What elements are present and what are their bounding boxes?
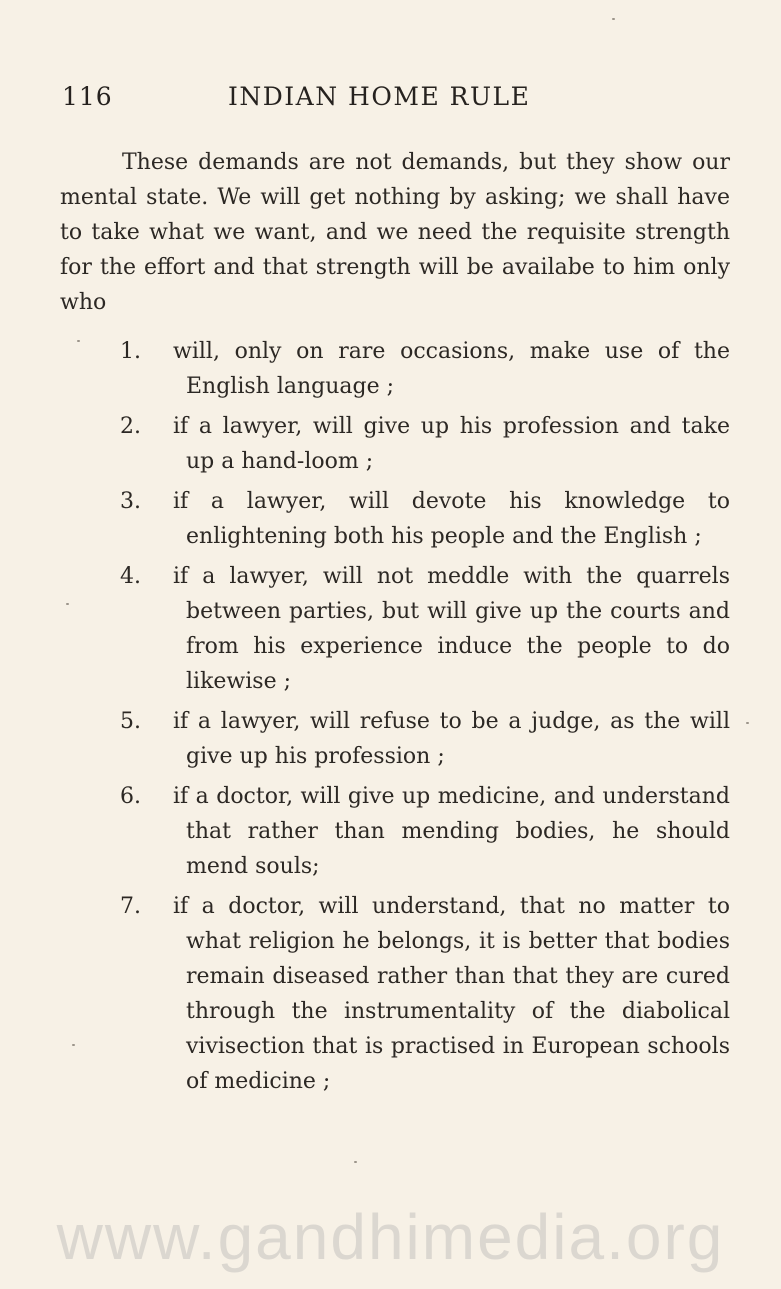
- list-item: [60, 889, 730, 1099]
- item-text: if a doctor, will understand, that no matter to what religion he belongs, it is better that bodies remain diseased rather than that they are cured through the instrumentality of the diabolical vivisection that is practised in European schools of medicine ;: [173, 894, 730, 1094]
- page-header: [62, 82, 732, 122]
- list-item: [60, 779, 730, 884]
- list-item: [60, 704, 730, 774]
- list-item: [60, 334, 730, 404]
- conditions-list: [60, 334, 730, 1104]
- running-title: INDIAN HOME RULE: [228, 82, 531, 111]
- item-number: 1.: [120, 339, 141, 364]
- item-number: 3.: [120, 489, 141, 514]
- scan-speck: [746, 722, 749, 724]
- item-text: if a lawyer, will not meddle with the quarrels between parties, but will give up the courts and from his experience induce the people to do likewise ;: [173, 564, 730, 694]
- item-text: if a lawyer, will devote his knowledge to enlightening both his people and the English ;: [173, 489, 730, 549]
- scan-speck: [72, 1044, 75, 1046]
- item-text: if a doctor, will give up medicine, and understand that rather than mending bodies, he should mend souls;: [173, 784, 730, 879]
- item-text: will, only on rare occasions, make use of the English language ;: [173, 339, 730, 399]
- item-number: 6.: [120, 784, 141, 809]
- scan-speck: [66, 603, 69, 605]
- item-number: 2.: [120, 414, 141, 439]
- page-number: 116: [62, 82, 113, 111]
- list-item: [60, 559, 730, 699]
- scan-speck: [77, 340, 80, 342]
- item-number: 7.: [120, 894, 141, 919]
- list-item: [60, 484, 730, 554]
- item-number: 4.: [120, 564, 141, 589]
- scan-speck: [612, 18, 615, 20]
- item-number: 5.: [120, 709, 141, 734]
- item-text: if a lawyer, will refuse to be a judge, as the will give up his profession ;: [173, 709, 730, 769]
- watermark: www.gandhimedia.org: [56, 1201, 725, 1273]
- scan-speck: [354, 1161, 357, 1163]
- item-text: if a lawyer, will give up his profession and take up a hand-loom ;: [173, 414, 730, 474]
- intro-paragraph: These demands are not demands, but they show our mental state. We will get nothing by asking; we shall have to take what we want, and we need the requisite strength for the effort and that strength will be availabe to him only who: [60, 150, 730, 315]
- list-item: [60, 409, 730, 479]
